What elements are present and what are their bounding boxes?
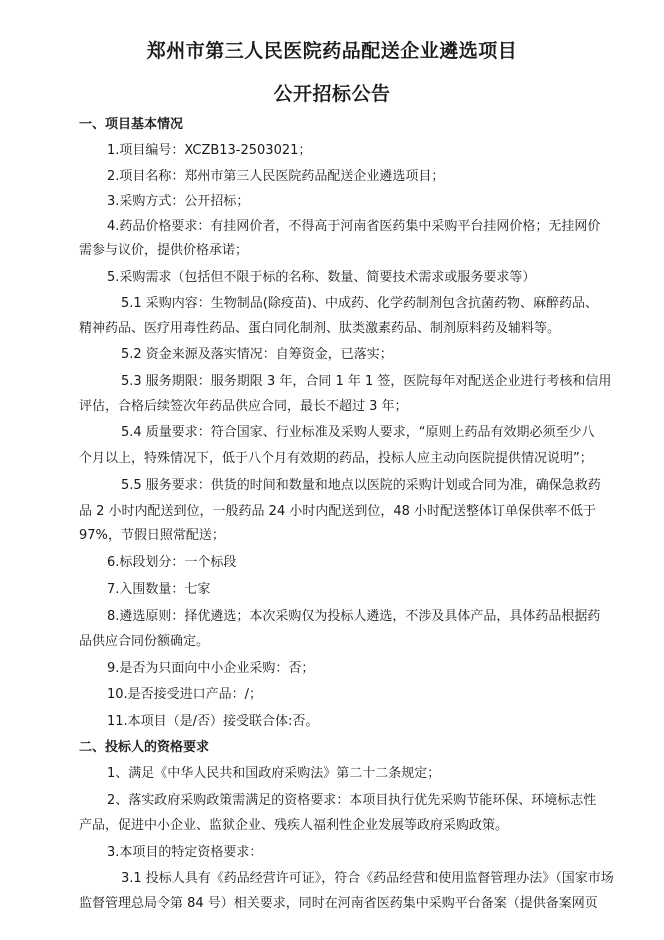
item-shortlist-quantity: 7.入围数量：七家 <box>107 582 211 597</box>
item-selection-principle-line1: 8.遴选原则：择优遴选；本次采购仅为投标人遴选，不涉及具体产品，具体药品根据药 <box>107 609 601 624</box>
item-service-requirement-line3: 97%，节假日照常配送； <box>79 528 225 543</box>
item-consortium: 11.本项目（是/否）接受联合体:否。 <box>107 714 319 729</box>
item-quality-requirement-line1: 5.4 质量要求：符合国家、行业标准及采购人要求，“原则上药品有效期必须至少八 <box>121 425 595 440</box>
item-lot-division: 6.标段划分：一个标段 <box>107 555 237 570</box>
item-funding-source: 5.2 资金来源及落实情况：自筹资金，已落实； <box>121 347 393 362</box>
document-title-line2: 公开招标公告 <box>273 83 391 105</box>
item-policy-requirement-line1: 2、落实政府采购政策需满足的资格要求：本项目执行优先采购节能环保、环境标志性 <box>107 793 597 808</box>
item-price-requirement-line1: 4.药品价格要求：有挂网价者，不得高于河南省医药集中采购平台挂网价格；无挂网价 <box>107 219 601 234</box>
item-service-period-line2: 评估，合格后续签次年药品供应合同，最长不超过 3 年； <box>79 399 408 414</box>
item-selection-principle-line2: 品供应合同份额确定。 <box>79 634 210 649</box>
document-title-line1: 郑州市第三人民医院药品配送企业遴选项目 <box>146 40 518 62</box>
item-imported-products: 10.是否接受进口产品：/； <box>107 687 263 702</box>
item-license-requirement-line2: 监督管理总局令第 84 号）相关要求，同时在河南省医药集中采购平台备案（提供备案网页 <box>79 896 598 911</box>
item-price-requirement-line2: 需参与议价，提供价格承诺； <box>79 243 249 258</box>
item-procurement-content-line2: 精神药品、医疗用毒性药品、蛋白同化制剂、肽类激素药品、制剂原料药及辅料等。 <box>79 321 561 336</box>
item-policy-requirement-line2: 产品，促进中小企业、监狱企业、残疾人福利性企业发展等政府采购政策。 <box>79 818 509 833</box>
section-heading-basic-info: 一、项目基本情况 <box>79 117 184 132</box>
item-procurement-content-line1: 5.1 采购内容：生物制品(除疫苗)、中成药、化学药制剂包含抗菌药物、麻醉药品、 <box>121 296 598 311</box>
item-quality-requirement-line2: 个月以上，特殊情况下，低于八个月有效期的药品，投标人应主动向医院提供情况说明”； <box>79 451 593 466</box>
item-license-requirement-line1: 3.1 投标人具有《药品经营许可证》，符合《药品经营和使用监督管理办法》（国家市场 <box>121 871 614 886</box>
item-procurement-method: 3.采购方式：公开招标； <box>107 194 250 209</box>
item-procurement-needs: 5.采购需求（包括但不限于标的名称、数量、简要技术需求或服务要求等） <box>107 270 536 285</box>
item-project-name: 2.项目名称：郑州市第三人民医院药品配送企业遴选项目； <box>107 169 445 184</box>
item-sme-only: 9.是否为只面向中小企业采购：否； <box>107 661 315 676</box>
item-specific-qualifications: 3.本项目的特定资格要求： <box>107 845 263 860</box>
item-service-requirement-line2: 品 2 小时内配送到位，一般药品 24 小时内配送到位，48 小时配送整体订单保供率不低于 <box>79 504 597 519</box>
item-project-number: 1.项目编号：XCZB13-2503021； <box>107 143 312 158</box>
item-gov-procurement-law: 1、满足《中华人民共和国政府采购法》第二十二条规定； <box>107 766 441 781</box>
item-service-period-line1: 5.3 服务期限：服务期限 3 年，合同 1 年 1 签，医院每年对配送企业进行考核和信用 <box>121 374 612 389</box>
section-heading-qualifications: 二、投标人的资格要求 <box>79 740 210 755</box>
item-service-requirement-line1: 5.5 服务要求：供货的时间和数量和地点以医院的采购计划或合同为准，确保急救药 <box>121 478 601 493</box>
